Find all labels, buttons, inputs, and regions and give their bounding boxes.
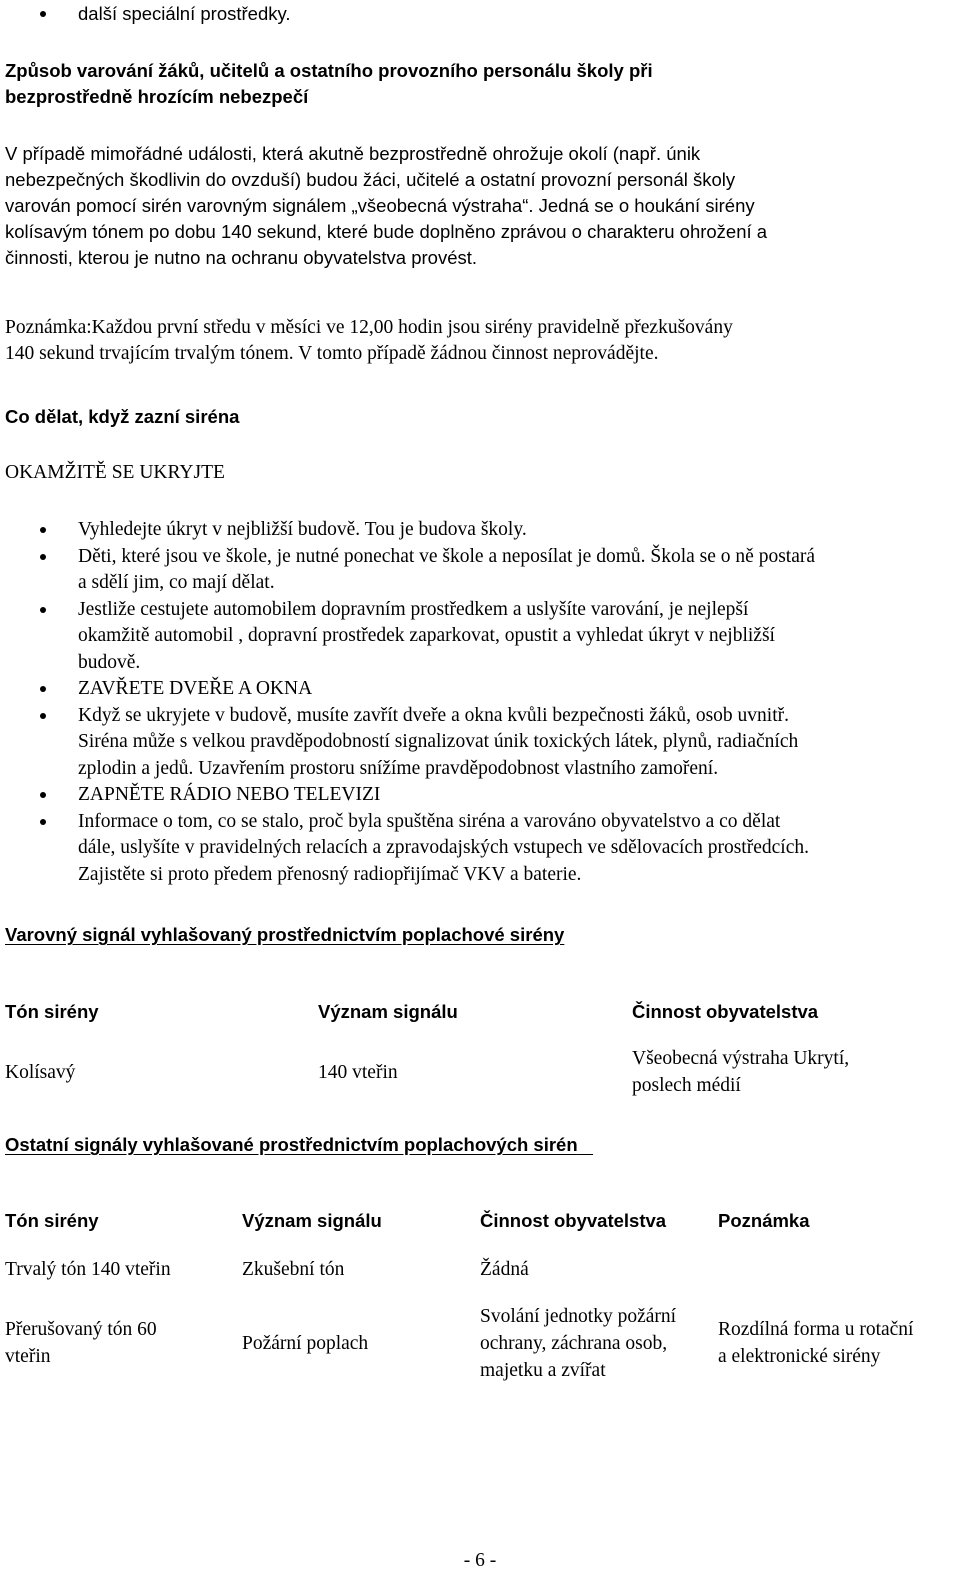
cell-line: Přerušovaný tón 60 bbox=[5, 1319, 157, 1340]
instruction-item bbox=[78, 676, 312, 703]
table1-title: Varovný signál vyhlašovaný prostřednictvím poplachové sirény bbox=[5, 924, 565, 945]
instruction-item bbox=[78, 809, 809, 889]
table1-cell-tone: Kolísavý bbox=[5, 1062, 76, 1083]
instruction-line: budově. bbox=[78, 651, 141, 673]
cell-line: Trvalý tón 140 vteřin bbox=[5, 1258, 171, 1280]
cell-line: vteřin bbox=[5, 1346, 51, 1367]
paragraph-line: V případě mimořádné události, která akutně bezprostředně ohrožuje okolí (např. únik bbox=[5, 143, 701, 164]
table1-header-tone: Tón sirény bbox=[5, 1001, 99, 1022]
instruction-line: a sdělí jim, co mají dělat. bbox=[78, 572, 275, 593]
cell-line: Požární poplach bbox=[242, 1332, 369, 1354]
note-line: 140 sekund trvajícím trvalým tónem. V tomto případě žádnou činnost neprovádějte. bbox=[5, 343, 659, 364]
instruction-line: okamžitě automobil , dopravní prostředek zaparkovat, opustit a vyhledat úkryt v nejbližší bbox=[78, 625, 775, 646]
instruction-line: Informace o tom, co se stalo, proč byla spuštěna siréna a varováno obyvatelstvo a co dělat bbox=[78, 810, 781, 832]
section-heading-warning bbox=[5, 58, 653, 110]
section-heading-siren: Co dělat, když zazní siréna bbox=[5, 406, 240, 427]
top-bullet-text: další speciální prostředky. bbox=[78, 3, 291, 24]
heading-line: Způsob varování žáků, učitelů a ostatního provozního personálu školy při bbox=[5, 60, 653, 81]
table2-header-action: Činnost obyvatelstva bbox=[480, 1210, 667, 1231]
bullet-icon bbox=[40, 554, 46, 560]
instruction-line: Siréna může s velkou pravděpodobností signalizovat únik toxických látek, plynů, radiačních bbox=[78, 731, 799, 752]
instruction-line: Vyhledejte úkryt v nejbližší budově. Tou je budova školy. bbox=[78, 519, 527, 540]
instruction-line: ZAVŘETE DVEŘE A OKNA bbox=[78, 678, 313, 699]
cell-line: Svolání jednotky požární bbox=[480, 1305, 677, 1327]
table2-cell-action bbox=[480, 1256, 529, 1283]
table1-header-action: Činnost obyvatelstva bbox=[632, 1001, 819, 1022]
bullet-icon bbox=[40, 11, 46, 17]
instruction-line: Jestliže cestujete automobilem dopravním prostředkem a uslyšíte varování, je nejlepší bbox=[78, 598, 749, 620]
cell-line: Zkušební tón bbox=[242, 1258, 345, 1280]
instruction-item bbox=[78, 517, 527, 544]
table1-cell-action bbox=[632, 1045, 849, 1099]
table1-cell-meaning: 140 vteřin bbox=[318, 1062, 398, 1083]
cell-line: majetku a zvířat bbox=[480, 1359, 606, 1381]
shelter-instruction: OKAMŽITĚ SE UKRYJTE bbox=[5, 462, 225, 483]
table2-cell-meaning bbox=[242, 1330, 368, 1357]
instruction-line: ZAPNĚTE RÁDIO NEBO TELEVIZI bbox=[78, 784, 381, 805]
instruction-line: Když se ukryjete v budově, musíte zavřít dveře a okna kvůli bezpečnosti žáků, osob uvnitř. bbox=[78, 704, 790, 726]
page-number: - 6 - bbox=[463, 1550, 497, 1571]
bullet-icon bbox=[40, 713, 46, 719]
table2-cell-action bbox=[480, 1303, 676, 1384]
table2-header-meaning: Význam signálu bbox=[242, 1210, 382, 1231]
cell-line: ochrany, záchrana osob, bbox=[480, 1332, 668, 1354]
table2-header-tone: Tón sirény bbox=[5, 1210, 99, 1231]
heading-line: bezprostředně hrozícím nebezpečí bbox=[5, 86, 309, 107]
instruction-item bbox=[78, 544, 815, 597]
paragraph-line: varován pomocí sirén varovným signálem „všeobecná výstraha“. Jedná se o houkání sirény bbox=[5, 195, 755, 216]
instruction-line: Zajistěte si proto předem přenosný radiopřijímač VKV a baterie. bbox=[78, 863, 582, 885]
instruction-line: dále, uslyšíte v pravidelných relacích a zpravodajských vstupech ve sdělovacích prostředcích. bbox=[78, 837, 809, 858]
instruction-item bbox=[78, 703, 798, 783]
cell-line: Všeobecná výstraha Ukrytí, bbox=[632, 1048, 850, 1069]
paragraph-line: nebezpečných škodlivin do ovzduší) budou žáci, učitelé a ostatní provozní personál školy bbox=[5, 169, 736, 190]
cell-line: Žádná bbox=[480, 1258, 529, 1280]
paragraph-line: kolísavým tónem po dobu 140 sekund, které bude doplněno zprávou o charakteru ohrožení a bbox=[5, 221, 768, 242]
instruction-item bbox=[78, 597, 775, 677]
table2-cell-tone bbox=[5, 1316, 157, 1370]
bullet-icon bbox=[40, 527, 46, 533]
instruction-item bbox=[78, 782, 380, 809]
warning-paragraph bbox=[5, 141, 767, 271]
instruction-line: Děti, které jsou ve škole, je nutné ponechat ve škole a neposílat je domů. Škola se o ně postará bbox=[78, 545, 816, 567]
bullet-icon bbox=[40, 607, 46, 613]
table2-title-text: Ostatní signály vyhlašované prostřednictvím poplachových sirén bbox=[5, 1134, 578, 1155]
cell-line: poslech médií bbox=[632, 1075, 741, 1096]
table1-header-meaning: Význam signálu bbox=[318, 1001, 458, 1022]
table2-cell-note bbox=[718, 1316, 913, 1370]
table2-cell-meaning bbox=[242, 1256, 344, 1283]
paragraph-line: činnosti, kterou je nutno na ochranu obyvatelstva provést. bbox=[5, 247, 478, 268]
table2-header-note: Poznámka bbox=[718, 1210, 810, 1231]
table2-cell-tone bbox=[5, 1256, 171, 1283]
table2-title bbox=[5, 1132, 593, 1158]
note-line: Poznámka:Každou první středu v měsíci ve 12,00 hodin jsou sirény pravidelně přezkušovány bbox=[5, 317, 733, 338]
bullet-icon bbox=[40, 792, 46, 798]
cell-line: a elektronické sirény bbox=[718, 1346, 881, 1367]
instruction-line: zplodin a jedů. Uzavřením prostoru snížíme pravděpodobnost vlastního zamoření. bbox=[78, 757, 719, 779]
cell-line: Rozdílná forma u rotační bbox=[718, 1319, 914, 1340]
title-trailing-space bbox=[578, 1134, 593, 1155]
bullet-icon bbox=[40, 686, 46, 692]
bullet-icon bbox=[40, 819, 46, 825]
note-paragraph bbox=[5, 315, 733, 367]
